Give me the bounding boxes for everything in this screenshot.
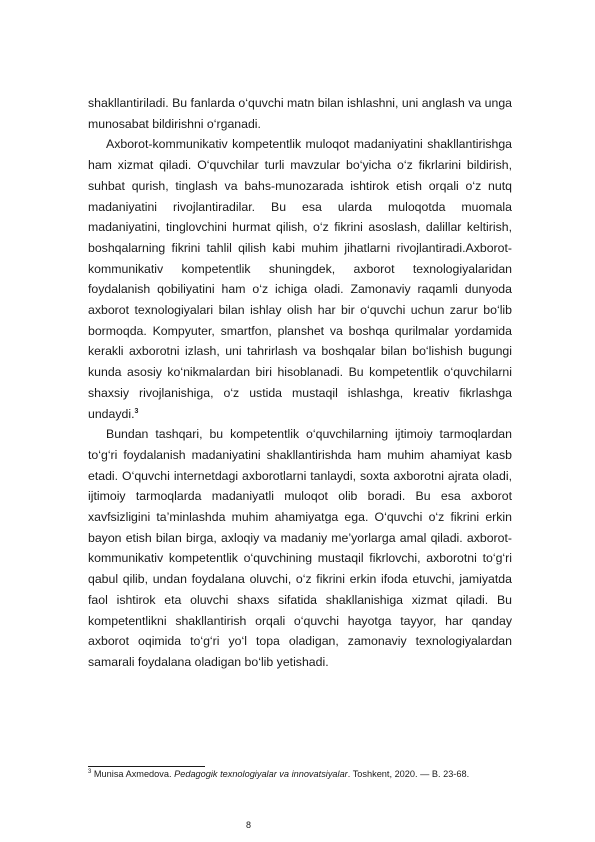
body-text: [88, 93, 512, 673]
footnote-title: Pedagogik texnologiyalar va innovatsiyalar: [174, 769, 348, 779]
footnote: [88, 769, 528, 781]
paragraph-2-text: Axborot-kommunikativ kompetentlik muloqot madaniyatini shakllantirishga ham xizmat qiladi. O‘quvchilar turli mavzular bo‘yicha o‘z fikrlarini bildirish, suhbat qurish, tinglash va bahs-munozarada ishtirok etish orqali o‘z nutq madaniyatini rivojlantiradilar. Bu esa ularda muloqotda muomala madaniyatini, tinglovchini hurmat qilish, o‘z fikrini asoslash, dalillar keltirish, boshqalarning fikrini tahlil qilish kabi muhim jihatlarni rivojlantiradi.Axborot-kommunikativ kompetentlik shuningdek, axborot texnologiyalaridan foydalanish qobiliyatini ham o‘z ichiga oladi. Zamonaviy raqamli dunyoda axborot texnologiyalari bilan ishlay olish har bir o‘quvchi uchun zarur bo‘lib bormoqda. Kompyuter, smartfon, planshet va boshqa qurilmalar yordamida kerakli axborotni izlash, uni tahrirlash va boshqalar bilan bo‘lishish bugungi kunda asosiy ko‘nikmalardan biri hisoblanadi. Bu kompetentlik o‘quvchilarni shaxsiy rivojlanishiga, o‘z ustida mustaqil ishlashga, kreativ fikrlashga undaydi.: [88, 137, 512, 421]
footnote-number: 3: [88, 768, 92, 775]
footnote-reference[interactable]: 3: [134, 407, 139, 415]
paragraph-1: [88, 93, 512, 134]
paragraph-3-text: Bundan tashqari, bu kompetentlik o‘quvchilarning ijtimoiy tarmoqlardan to‘g‘ri foydalanish madaniyatini shakllantirishda ham muhim ahamiyat kasb etadi. O‘quvchi internetdagi axborotlarni tanlaydi, soxta axborotni ajrata oladi, ijtimoiy tarmoqlarda madaniyatli muloqot olib boradi. Bu esa axborot xavfsizligini ta’minlashda muhim ahamiyatga ega. O‘quvchi o‘z fikrini erkin bayon etish bilan birga, axloqiy va madaniy me’yorlarga amal qiladi. axborot-kommunikativ kompetentlik o‘quvchining mustaqil fikrlovchi, axborotni to‘g‘ri qabul qilib, undan foydalana oluvchi, o‘z fikrini erkin ifoda etuvchi, jamiyatda faol ishtirok eta oluvchi shaxs sifatida shakllanishiga xizmat qiladi. Bu kompetentlikni shakllantirish orqali o‘quvchi hayotga tayyor, har qanday axborot oqimida to‘g‘ri yo‘l topa oladigan, zamonaviy texnologiyalardan samarali foydalana oladigan bo‘lib yetishadi.: [88, 427, 512, 669]
paragraph-1-text: shakllantiriladi. Bu fanlarda o‘quvchi matn bilan ishlashni, uni anglash va unga munosabat bildirishni o‘rganadi.: [88, 96, 512, 131]
footnote-divider: [88, 766, 205, 767]
footnote-author: Munisa Axmedova.: [93, 769, 172, 779]
page-number: 8: [246, 820, 252, 830]
paragraph-3: [88, 424, 512, 672]
paragraph-2: [88, 134, 512, 424]
footnote-details: . Toshkent, 2020. — B. 23-68.: [347, 769, 470, 779]
